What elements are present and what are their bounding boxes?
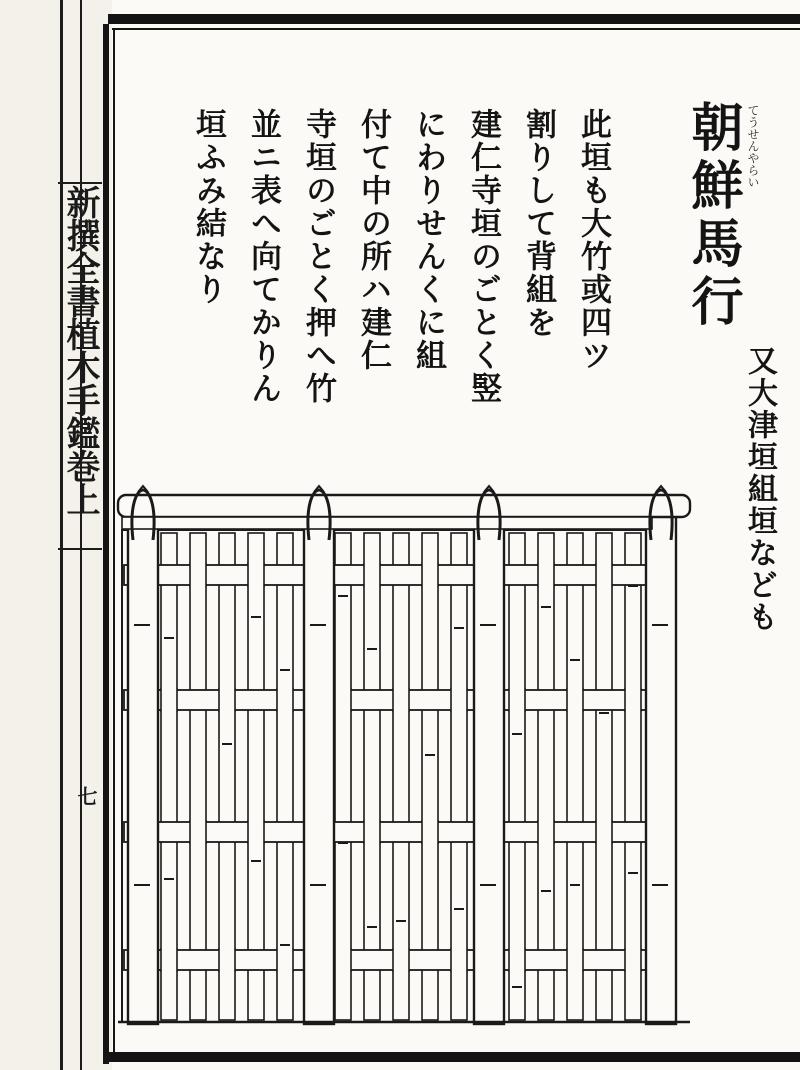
weave-cover <box>625 688 641 712</box>
weave-cover <box>596 820 612 844</box>
title-reading: てうせんやらい <box>746 104 760 188</box>
fence-post <box>646 513 676 1024</box>
body-line: 垣ふみ結なり <box>190 108 226 306</box>
weave-cover <box>364 820 380 844</box>
side-note: 又大津垣組垣なども <box>742 345 777 633</box>
top-rail <box>122 517 652 529</box>
bamboo-slat <box>277 533 293 1020</box>
bamboo-slat <box>248 533 264 1020</box>
weave-cover <box>596 563 612 587</box>
folio-number: 七 <box>74 786 98 806</box>
body-line: 付て中の所ハ建仁 <box>355 108 391 372</box>
weave-cover <box>451 688 467 712</box>
bamboo-slat <box>161 533 177 1020</box>
fence-post <box>474 513 504 1024</box>
bamboo-slat <box>451 533 467 1020</box>
weave-cover <box>393 688 409 712</box>
fence-post <box>304 513 334 1024</box>
weave-cover <box>248 563 264 587</box>
weave-cover <box>335 948 351 972</box>
fence-post <box>128 513 158 1024</box>
bamboo-slat <box>596 533 612 1020</box>
bamboo-slat <box>219 533 235 1020</box>
weave-cover <box>161 948 177 972</box>
bamboo-slat <box>190 533 206 1020</box>
bamboo-slat <box>393 533 409 1020</box>
weave-cover <box>509 948 525 972</box>
weave-cover <box>277 688 293 712</box>
bamboo-slat <box>335 533 351 1020</box>
weave-cover <box>219 948 235 972</box>
weave-cover <box>161 688 177 712</box>
weave-cover <box>393 948 409 972</box>
weave-cover <box>364 563 380 587</box>
body-line: 建仁寺垣のごとく竪 <box>465 108 501 405</box>
weave-cover <box>190 563 206 587</box>
weave-cover <box>422 563 438 587</box>
body-line: 此垣も大竹或四ツ <box>575 108 611 372</box>
weave-cover <box>190 820 206 844</box>
body-line: 寺垣のごとく押へ竹 <box>300 108 336 405</box>
bamboo-slat <box>364 533 380 1020</box>
weave-cover <box>451 948 467 972</box>
body-line: 並ニ表へ向てかりん <box>245 108 281 405</box>
weave-cover <box>335 688 351 712</box>
weave-cover <box>422 820 438 844</box>
weave-cover <box>567 688 583 712</box>
bamboo-slat <box>625 533 641 1020</box>
weave-cover <box>567 948 583 972</box>
spine-title: 新撰全書植木手鑑巻上 <box>60 185 100 515</box>
page-title: 朝鮮馬行 <box>682 100 743 332</box>
top-pole <box>118 495 690 517</box>
weave-cover <box>277 948 293 972</box>
body-line: 割りして背組を <box>520 108 556 339</box>
weave-cover <box>538 820 554 844</box>
weave-cover <box>625 948 641 972</box>
bamboo-slat <box>422 533 438 1020</box>
weave-cover <box>509 688 525 712</box>
weave-cover <box>248 820 264 844</box>
bamboo-slat <box>567 533 583 1020</box>
body-line: にわりせんくに組 <box>410 108 446 372</box>
bamboo-slat <box>509 533 525 1020</box>
weave-cover <box>538 563 554 587</box>
weave-cover <box>219 688 235 712</box>
